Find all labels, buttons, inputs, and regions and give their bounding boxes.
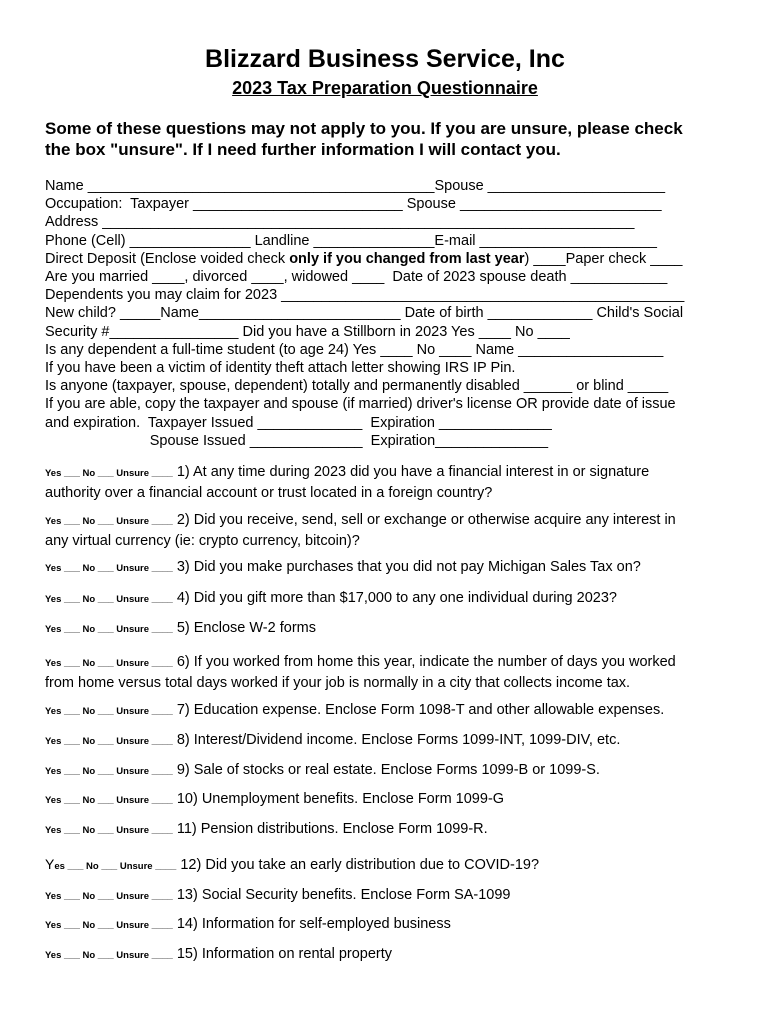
intro-instructions — [45, 118, 745, 160]
personal-info-section — [45, 177, 725, 450]
question-2 — [45, 511, 735, 550]
question-text: 6) If you worked from home this year, indicate the number of days you worked — [172, 654, 676, 670]
yes-no-unsure-boxes[interactable]: Yes ___ No ___ Unsure ____ — [45, 766, 173, 777]
name-spouse-line[interactable]: Name ___________________________________________Spouse ______________________ — [45, 178, 666, 194]
yes-no-unsure-boxes[interactable] — [45, 856, 177, 872]
direct-deposit-line[interactable] — [45, 250, 725, 268]
yes-no-unsure-boxes[interactable]: Yes ___ No ___ Unsure ____ — [45, 516, 173, 527]
marital-status-line[interactable]: Are you married ____, divorced ____, widowed ____ Date of 2023 spouse death ____________ — [45, 269, 668, 286]
yes-no-unsure-boxes[interactable]: Yes ___ No ___ Unsure ____ — [45, 736, 173, 747]
company-name: Blizzard Business Service, Inc — [205, 45, 565, 73]
license-line: If you are able, copy the taxpayer and spouse (if married) driver's license OR provide date of issue — [45, 396, 676, 413]
question-text: 4) Did you gift more than $17,000 to any one individual during 2023? — [172, 590, 617, 606]
question-13 — [45, 886, 735, 907]
question-text: 5) Enclose W-2 forms — [172, 620, 316, 636]
phone-email-line[interactable]: Phone (Cell) _______________ Landline _______________E-mail ______________________ — [45, 232, 657, 249]
question-6 — [45, 653, 735, 692]
yes-no-unsure-boxes[interactable]: Yes ___ No ___ Unsure ____ — [45, 658, 173, 669]
yes-no-unsure-boxes[interactable]: Yes ___ No ___ Unsure ____ — [45, 563, 173, 574]
question-4 — [45, 589, 735, 610]
form-title: 2023 Tax Preparation Questionnaire — [232, 78, 538, 98]
student-line[interactable]: Is any dependent a full-time student (to age 24) Yes ____ No ____ Name __________________ — [45, 341, 664, 358]
occupation-line[interactable]: Occupation: Taxpayer __________________________ Spouse _________________________ — [45, 196, 662, 213]
dependents-line[interactable]: Dependents you may claim for 2023 __________________________________________________ — [45, 287, 685, 304]
question-text: 13) Social Security benefits. Enclose Form SA-1099 — [172, 887, 511, 903]
yes-no-unsure-boxes[interactable]: Yes ___ No ___ Unsure ____ — [45, 891, 173, 902]
identity-theft-line: If you have been a victim of identity theft attach letter showing IRS IP Pin. — [45, 360, 516, 377]
question-text: 2) Did you receive, send, sell or exchange or otherwise acquire any interest in — [172, 512, 676, 528]
intro-line: Some of these questions may not apply to you. If you are unsure, please check — [45, 119, 683, 138]
paper-check-text: ) ____Paper check ____ — [524, 250, 683, 267]
question-text: 7) Education expense. Enclose Form 1098-T and other allowable expenses. — [172, 702, 665, 718]
question-text: authority over a financial account or trust located in a foreign country? — [45, 484, 493, 501]
question-15 — [45, 945, 735, 966]
question-text: 1) At any time during 2023 did you have a financial interest in or signature — [172, 464, 650, 480]
question-12 — [45, 855, 735, 877]
yes-no-unsure-boxes[interactable]: Yes ___ No ___ Unsure ____ — [45, 468, 173, 479]
yes-no-unsure-boxes[interactable]: Yes ___ No ___ Unsure ____ — [45, 920, 173, 931]
new-child-line[interactable]: New child? _____Name_________________________ Date of birth _____________ Child's Social — [45, 305, 684, 322]
yes-no-unsure-boxes[interactable]: Yes ___ No ___ Unsure ____ — [45, 950, 173, 961]
question-10 — [45, 790, 735, 811]
question-text: 12) Did you take an early distribution due to COVID-19? — [176, 857, 540, 873]
question-text: 8) Interest/Dividend income. Enclose Forms 1099-INT, 1099-DIV, etc. — [172, 732, 621, 748]
yes-no-unsure-rest: es ___ No ___ Unsure ____ — [54, 861, 177, 872]
yes-no-unsure-boxes[interactable]: Yes ___ No ___ Unsure ____ — [45, 706, 173, 717]
question-7 — [45, 701, 735, 722]
question-text: 15) Information on rental property — [172, 946, 393, 962]
question-text: 9) Sale of stocks or real estate. Enclose Forms 1099-B or 1099-S. — [172, 762, 600, 778]
question-text: 3) Did you make purchases that you did not pay Michigan Sales Tax on? — [172, 559, 641, 575]
address-line[interactable]: Address __________________________________________________________________ — [45, 214, 635, 231]
yes-initial: Y — [45, 856, 55, 872]
question-text: from home versus total days worked if your job is normally in a city that collects income tax. — [45, 674, 631, 691]
question-1 — [45, 463, 735, 502]
yes-no-unsure-boxes[interactable]: Yes ___ No ___ Unsure ____ — [45, 795, 173, 806]
question-14 — [45, 915, 735, 936]
question-3 — [45, 558, 735, 579]
question-8 — [45, 731, 735, 752]
yes-no-unsure-boxes[interactable]: Yes ___ No ___ Unsure ____ — [45, 594, 173, 605]
taxpayer-license-line[interactable]: and expiration. Taxpayer Issued _____________ Expiration ______________ — [45, 414, 552, 431]
question-5 — [45, 619, 735, 640]
spouse-license-line[interactable]: Spouse Issued ______________ Expiration______________ — [45, 432, 549, 449]
intro-line: the box "unsure". If I need further information I will contact you. — [45, 140, 561, 159]
question-text: any virtual currency (ie: crypto currency, bitcoin)? — [45, 532, 360, 549]
direct-deposit-emphasis: only if you changed from last year — [289, 250, 525, 267]
question-text: 10) Unemployment benefits. Enclose Form 1099-G — [172, 791, 505, 807]
question-11 — [45, 820, 735, 841]
yes-no-unsure-boxes[interactable]: Yes ___ No ___ Unsure ____ — [45, 825, 173, 836]
direct-deposit-text: Direct Deposit (Enclose voided check — [45, 250, 290, 267]
question-text: 14) Information for self-employed business — [172, 916, 451, 932]
yes-no-unsure-boxes[interactable]: Yes ___ No ___ Unsure ____ — [45, 624, 173, 635]
disabled-blind-line[interactable]: Is anyone (taxpayer, spouse, dependent) totally and permanently disabled ______ or blind _____ — [45, 378, 669, 395]
question-9 — [45, 761, 735, 782]
ssn-stillborn-line[interactable]: Security #________________ Did you have a Stillborn in 2023 Yes ____ No ____ — [45, 323, 570, 340]
question-text: 11) Pension distributions. Enclose Form 1099-R. — [172, 821, 488, 837]
